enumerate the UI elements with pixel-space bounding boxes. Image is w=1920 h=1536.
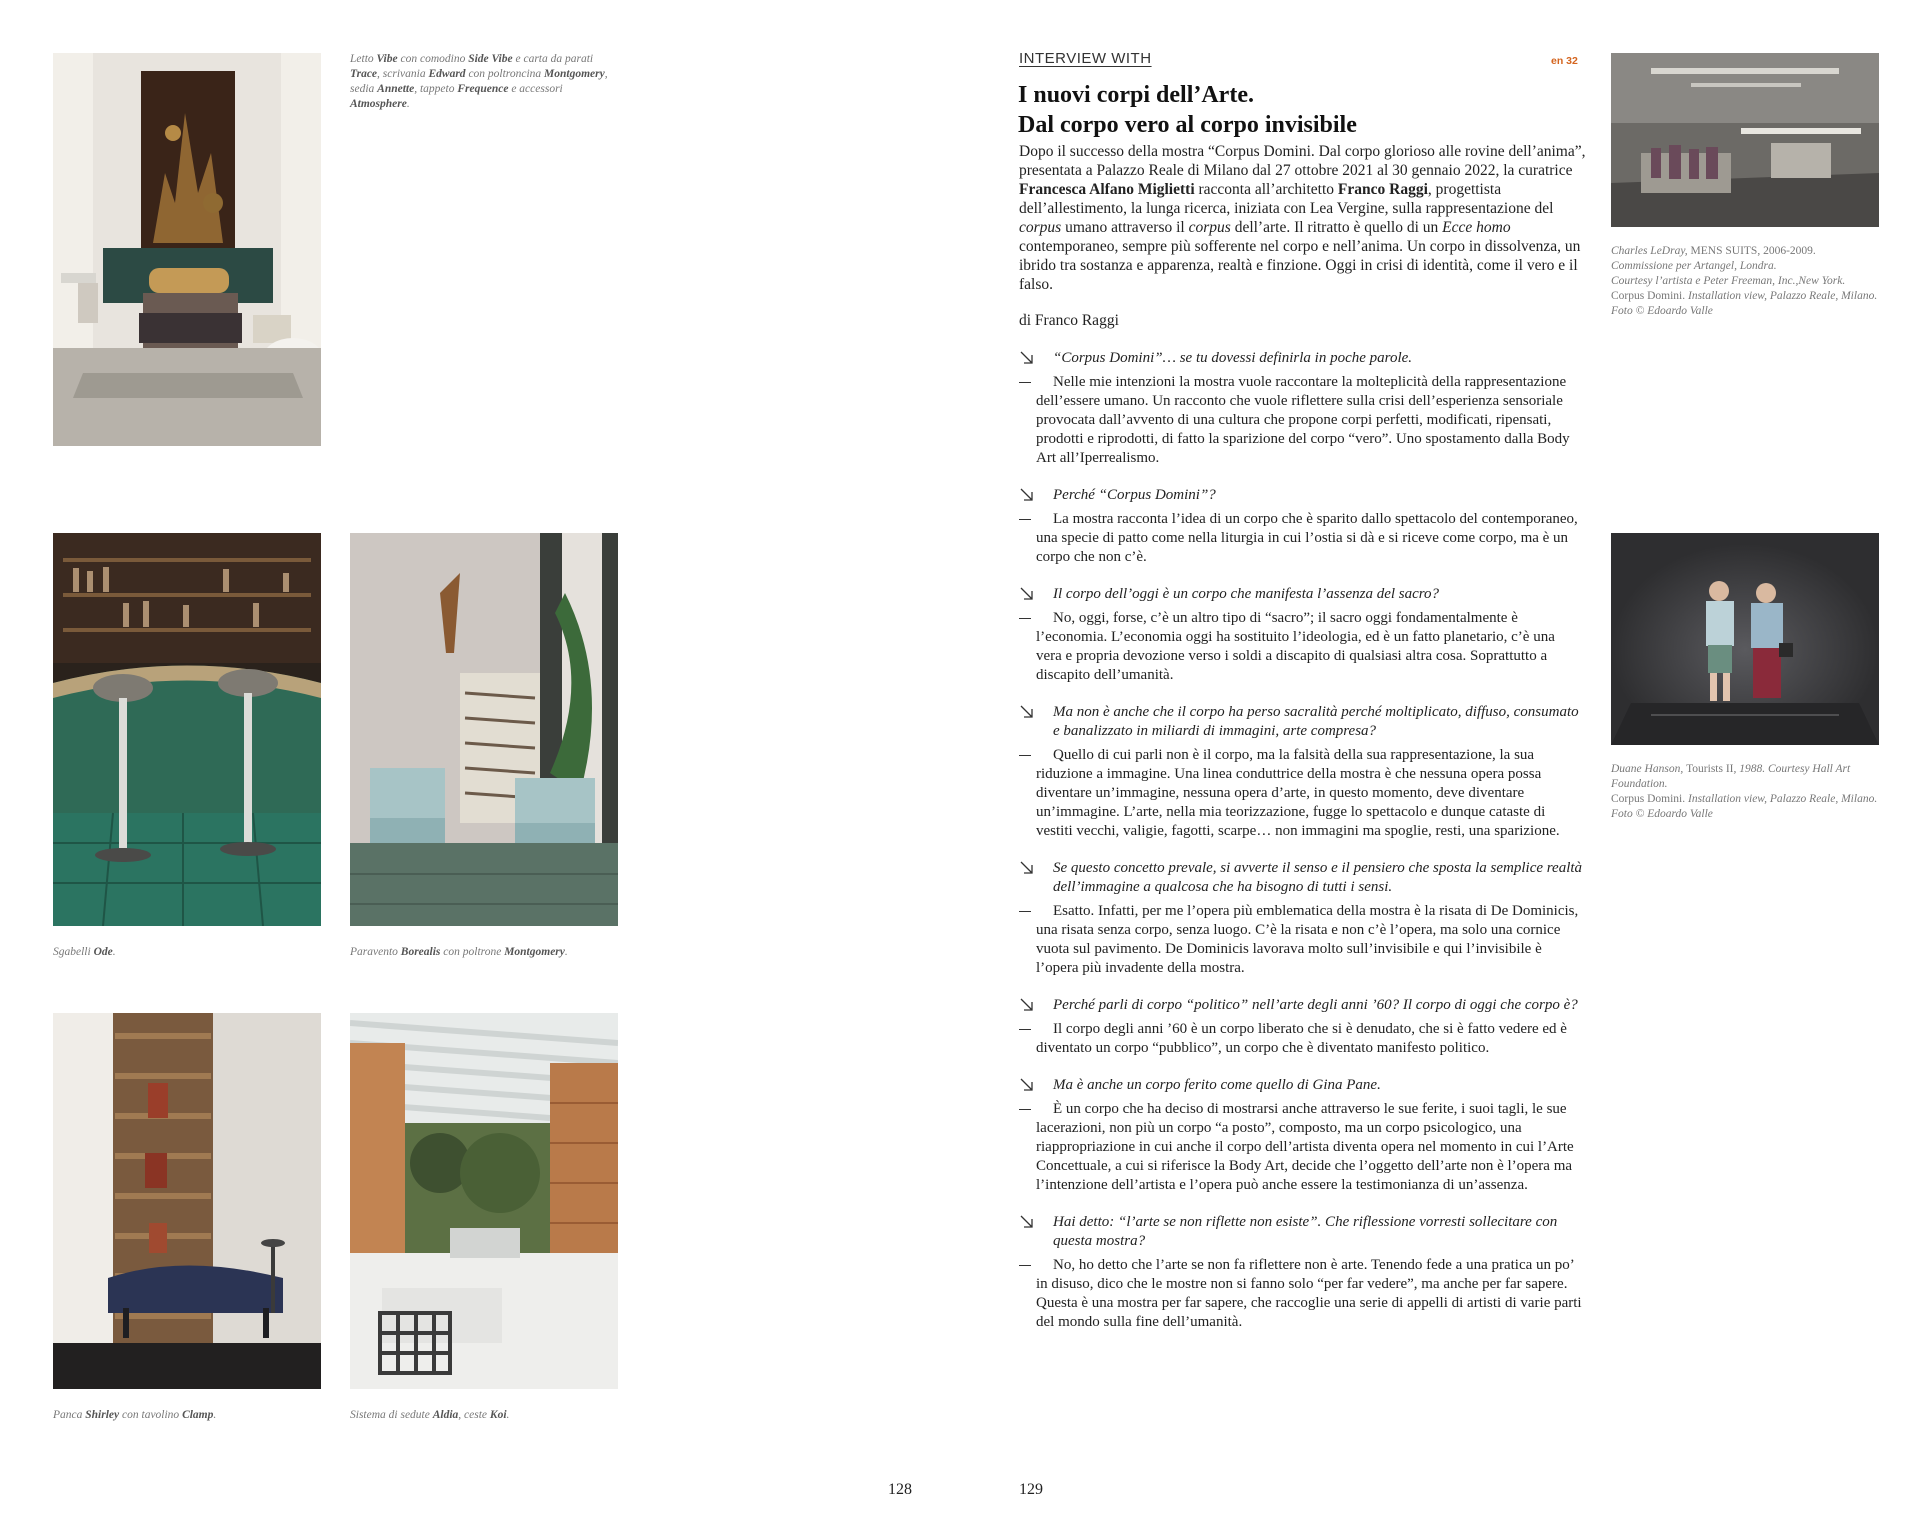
dash-marker (1019, 618, 1031, 619)
dash-marker (1019, 519, 1031, 520)
arrow-down-right-icon (1019, 1214, 1035, 1230)
dash-marker (1019, 755, 1031, 756)
interview-question: Il corpo dell’oggi è un corpo che manifesta l’assenza del sacro? (1019, 585, 1584, 604)
caption-seating: Sistema di sedute Aldia, ceste Koi. (350, 1409, 510, 1421)
photo-ledray-installation (1611, 53, 1879, 227)
interview-answer: Quello di cui parli non è il corpo, ma la falsità della sua rappresentazione, la sua riduzione a immagine. Una linea conduttrice della mostra è che nessuna opera possa diventare un’immagine, nessuna opera d’arte, in questo momento, deve diventare un’immagine. L’arte, nella mia teorizzazione, fugge lo spettacolo e dunque cataste di vestiti vecchi, valigie, fagotti, scarpe… non immagini ma spoglie, resti, una sparizione. (1019, 746, 1584, 841)
arrow-down-right-icon (1019, 350, 1035, 366)
article-title-line-2: Dal corpo vero al corpo invisibile (1018, 112, 1357, 138)
interview-answer: Nelle mie intenzioni la mostra vuole raccontare la molteplicità della rappresentazione dell’essere umano. Un racconto che vuole riflettere sulla crisi dell’esperienza sensoriale provocata dall’avvento di una cultura che propone corpi perfetti, modificati, ripensati, prodotti e riprodotti, di fatto la sparizione del corpo “vero”. Uno spostamento dalla Body Art all’Iperrealismo. (1019, 373, 1584, 468)
caption-hanson: Duane Hanson, Tourists II, 1988. Courtesy Hall Art Foundation. Corpus Domini. Installation view, Palazzo Reale, Milano. Foto © Edoardo Valle (1611, 763, 1878, 820)
arrow-down-right-icon (1019, 860, 1035, 876)
interview-question: Se questo concetto prevale, si avverte il senso e il pensiero che sposta la semplice realtà dell’immagine a qualcosa che ha bisogno di tutti i sensi. (1019, 859, 1584, 897)
caption-bedroom: Letto Vibe con comodino Side Vibe e carta da parati Trace, scrivania Edward con poltroncina Montgomery, sedia Annette, tappeto Frequence e accessori Atmosphere. (350, 53, 608, 110)
interview-question: Hai detto: “l’arte se non riflette non esiste”. Che riflessione vorresti sollecitare con questa mostra? (1019, 1213, 1584, 1251)
interview-question: “Corpus Domini”… se tu dovessi definirla in poche parole. (1019, 349, 1584, 368)
dash-marker (1019, 382, 1031, 383)
caption-screen: Paravento Borealis con poltrone Montgomery. (350, 946, 568, 958)
interview-answer: No, ho detto che l’arte se non fa riflettere non è arte. Tenendo fede a una pratica un po’ in disuso, dico che le mostre non si fanno solo “per far vedere”, ma anche per far sapere. Questa è una mostra per far sapere, che raccoglie una serie di appelli di artisti di varie parti del mondo sulla fine dell’umanità. (1019, 1256, 1584, 1332)
photo-bar (53, 533, 321, 926)
interview-question: Perché parli di corpo “politico” nell’arte degli anni ’60? Il corpo di oggi che corpo è? (1019, 996, 1584, 1015)
page-number-right: 129 (1019, 1481, 1043, 1498)
section-kicker: INTERVIEW WITH (1019, 50, 1152, 67)
page-number-left: 128 (888, 1481, 912, 1498)
arrow-down-right-icon (1019, 586, 1035, 602)
arrow-down-right-icon (1019, 1077, 1035, 1093)
dash-marker (1019, 1265, 1031, 1266)
photo-seating (350, 1013, 618, 1389)
byline: di Franco Raggi (1019, 312, 1119, 329)
article-intro: Dopo il successo della mostra “Corpus Domini. Dal corpo glorioso alle rovine dell’anima”, presentata a Palazzo Reale di Milano dal 27 ottobre 2021 al 30 gennaio 2022, la curatrice Francesca Alfano Miglietti racconta all’architetto Franco Raggi, progettista dell’allestimento, la lunga ricerca, iniziata con Lea Vergine, sulla rappresentazione del corpus umano attraverso il corpus dell’arte. Il ritratto è quello di un Ecce homo contemporaneo, sempre più sofferente nel corpo e nell’anima. Un corpo in dissolvenza, un ibrido tra sostanza e apparenza, realtà e finzione. Oggi in crisi di identità, come il vero e il falso. (1019, 143, 1586, 293)
interview-qa (1019, 349, 1584, 1350)
arrow-down-right-icon (1019, 997, 1035, 1013)
arrow-down-right-icon (1019, 704, 1035, 720)
dash-marker (1019, 1109, 1031, 1110)
interview-question: Ma è anche un corpo ferito come quello di Gina Pane. (1019, 1076, 1584, 1095)
arrow-down-right-icon (1019, 487, 1035, 503)
dash-marker (1019, 911, 1031, 912)
interview-question: Ma non è anche che il corpo ha perso sacralità perché moltiplicato, diffuso, consumato e banalizzato in miliardi di immagini, arte compresa? (1019, 703, 1584, 741)
interview-answer: Il corpo degli anni ’60 è un corpo liberato che si è denudato, che si è fatto vedere ed è diventato un corpo “pubblico”, un corpo che è diventato manifesto politico. (1019, 1020, 1584, 1058)
article-title-line-1: I nuovi corpi dell’Arte. (1018, 82, 1254, 108)
interview-question: Perché “Corpus Domini”? (1019, 486, 1584, 505)
photo-hanson-tourists (1611, 533, 1879, 745)
caption-ledray: Charles LeDray, MENS SUITS, 2006-2009. Commissione per Artangel, Londra. Courtesy l’artista e Peter Freeman, Inc.,New York. Corpus Domini. Installation view, Palazzo Reale, Milano. Foto © Edoardo Valle (1611, 245, 1878, 317)
english-page-reference: en 32 (1551, 55, 1578, 67)
photo-bench (53, 1013, 321, 1389)
photo-screen (350, 533, 618, 926)
caption-bench: Panca Shirley con tavolino Clamp. (53, 1409, 217, 1421)
caption-bar: Sgabelli Ode. (53, 946, 116, 958)
photo-bedroom (53, 53, 321, 446)
interview-answer: È un corpo che ha deciso di mostrarsi anche attraverso le sue ferite, i suoi tagli, le sue lacerazioni, non più un corpo “a posto”, composto, ma un corpo psicologico, una riappropriazione in cui anche il corpo dell’artista diventa opera nel momento in cui l’Arte Concettuale, a cui si riferisce la Body Art, decide che l’oggetto dell’arte non è l’opera ma l’intenzione dell’artista e l’opera può anche essere la testimonianza di un’assenza. (1019, 1100, 1584, 1195)
interview-answer: La mostra racconta l’idea di un corpo che è sparito dallo spettacolo del contemporaneo, una specie di patto come nella liturgia in cui l’ostia si dà e si riceve come corpo, ma è un corpo che non c’è. (1019, 510, 1584, 567)
dash-marker (1019, 1029, 1031, 1030)
article-title (1018, 80, 1578, 140)
interview-answer: No, oggi, forse, c’è un altro tipo di “sacro”; il sacro oggi fondamentalmente è l’economia. L’economia oggi ha sostituito l’ideologia, ed è un fatto planetario, c’è una vera e propria devozione verso i soldi a discapito di qualsiasi altra cosa. Soprattutto a discapito dell’umanità. (1019, 609, 1584, 685)
interview-answer: Esatto. Infatti, per me l’opera più emblematica della mostra è la risata di De Dominicis, una risata senza corpo, senza luogo. C’è la risata e non c’è l’opera, ma solo una cornice vuota sul pavimento. De Dominicis lavorava molto sull’invisibile e qui l’invisibile è l’opera più invadente della mostra. (1019, 902, 1584, 978)
